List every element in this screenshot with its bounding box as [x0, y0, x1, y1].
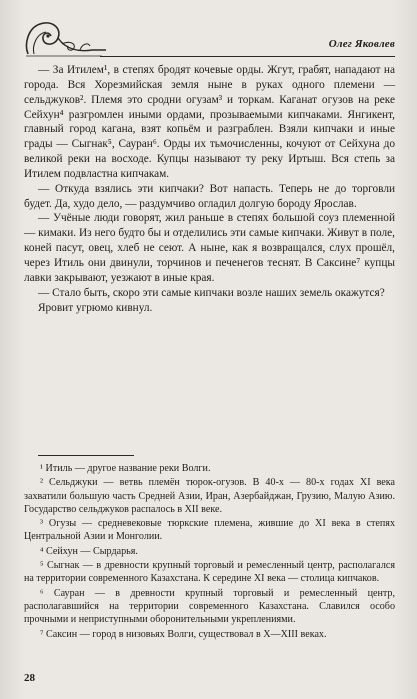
footnote: ² Сельджуки — ветвь племён тюрок-огузов. В 40-х — 80-х годах XI века захватили большую часть Средней Азии, Иран, Азербайджан, Грузию, Малую Азию. Государство сельджуков распалось в XII веке.	[24, 477, 395, 515]
main-text	[24, 63, 395, 315]
footnote: ⁵ Сыгнак — в древности крупный торговый и ремесленный центр, располагался на территории современного Казахстана. К середине XI века — столица кипчаков.	[24, 560, 395, 585]
paragraph: — За Итилем¹, в степях бродят кочевые орды. Жгут, грабят, нападают на города. Вся Хорезмийская земля ныне в руках одного племени — сельджуков². Племя это сродни огузам³ и торкам. Каганат огузов на реке Сейхун⁴ разгромлен иными ордами, прозываемыми кипчаками. Янгикент, главный город кагана, взят копьём и разграблен. Взяли кипчаки и иные грады — Сыгнак⁵, Сауран⁶. Орды их тьмочисленны, кочуют от Сейхуна до великой реки на восходе. Купцы называют ту реку Иртыш. Вся степь за Итилем подвластна кипчакам.	[24, 64, 395, 180]
footnote: ⁶ Сауран — в древности крупный торговый и ремесленный центр, располагавшийся на территории современного Казахстана. Славился особо прочными и неприступными оборонительными укреплениями.	[24, 587, 395, 626]
footnote: ⁴ Сейхун — Сырдарья.	[40, 545, 138, 557]
footnote: ⁷ Саксин — город в низовьях Волги, существовал в X—XIII веках.	[40, 628, 327, 640]
running-head-author: Олег Яковлев	[328, 38, 395, 50]
page-number: 28	[24, 672, 35, 684]
paragraph: Яровит угрюмо кивнул.	[38, 301, 153, 314]
footnote: ¹ Итиль — другое название реки Волги.	[40, 463, 211, 474]
paragraph: — Учёные люди говорят, жил раньше в степях большой соуз племенной — кимаки. Из него будто бы и отделились эти самые кипчаки. Живут в поле, коней пасут, овец, хлеб не сеют. А ныне, как я возвращался, слух прошёл, через Итиль они двинули, торчинов и печенегов теснят. В Саксине⁷ купцы лавки закрывают, уезжают в иные края.	[24, 212, 395, 284]
footnote: ³ Огузы — средневековые тюркские племена, жившие до XI века в степях Центральной Азии и Монголии.	[24, 518, 395, 543]
paragraph: — Стало быть, скоро эти самые кипчаки возле наших земель окажутся?	[38, 286, 385, 299]
scroll-ornament-icon	[22, 14, 106, 58]
header-rule	[100, 56, 395, 57]
footnotes	[24, 462, 395, 642]
paragraph: — Откуда взялись эти кипчаки? Вот напасть. Теперь не до торговли будет. Да, худо дело, — раздумчиво огладил долгую бороду Ярослав.	[24, 182, 395, 210]
footnote-separator	[38, 455, 134, 456]
page-header	[22, 10, 395, 60]
